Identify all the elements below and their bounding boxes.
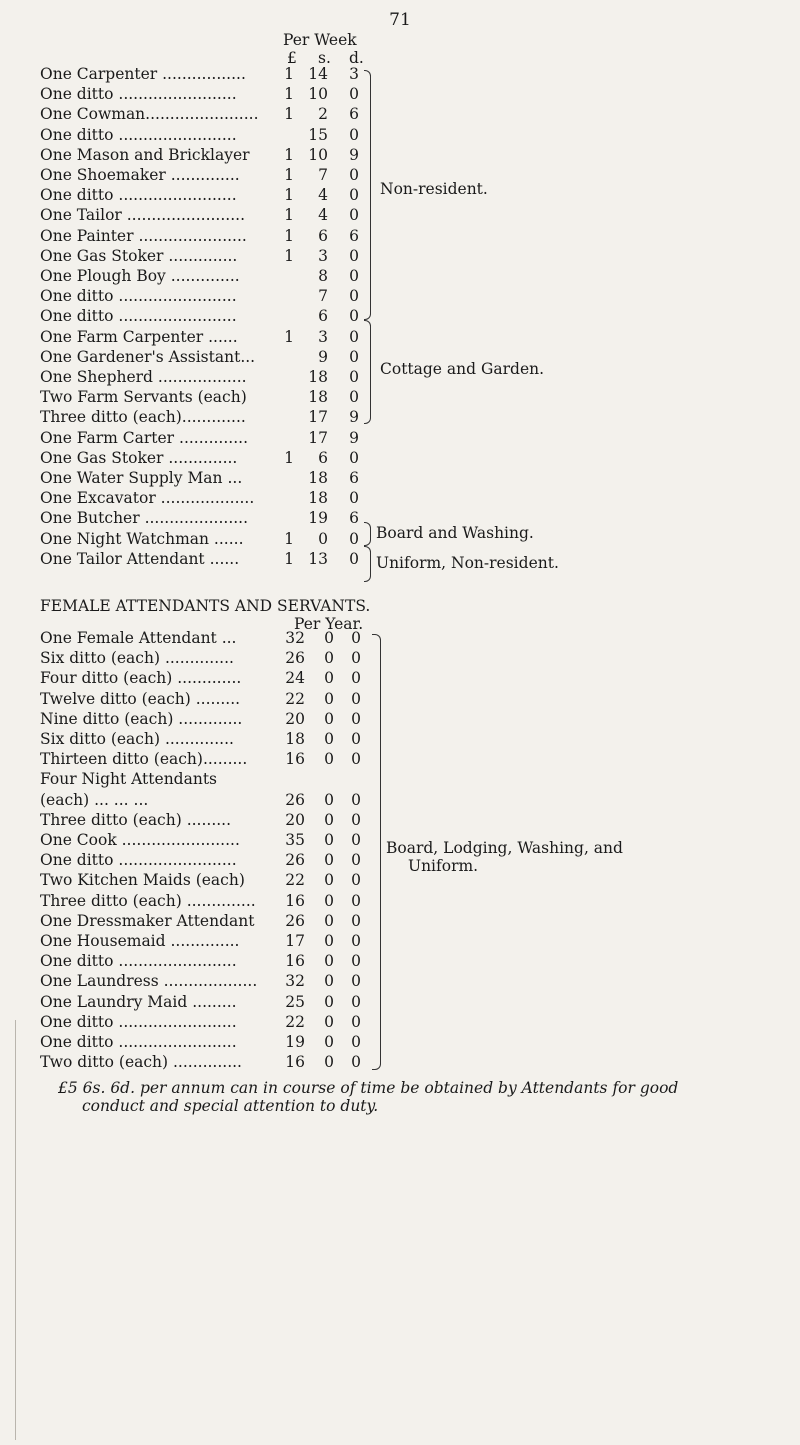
table-row	[0, 810, 800, 830]
pence-value: 0	[349, 125, 359, 144]
table-row	[0, 911, 800, 931]
shillings-value: 6	[318, 307, 328, 326]
pence-value: 0	[349, 529, 359, 548]
table-row	[0, 951, 800, 971]
shillings-value: 0	[318, 529, 328, 548]
shillings-value: 0	[324, 932, 334, 950]
pence-value: 0	[349, 327, 359, 346]
pence-value: 0	[349, 186, 359, 205]
pence-value: 0	[349, 267, 359, 285]
row-label: One Shoemaker ..............	[40, 166, 240, 184]
pounds-value: 1	[284, 226, 294, 245]
table-row	[0, 306, 800, 326]
header-pence: d.	[349, 49, 364, 67]
table-row	[0, 266, 800, 286]
table-row	[0, 709, 800, 729]
pounds-value: 1	[284, 166, 294, 184]
shillings-value: 10	[308, 145, 328, 164]
note-board-lodging: Board, Lodging, Washing, and	[386, 839, 623, 857]
table-row	[0, 246, 800, 266]
pence-value: 0	[349, 287, 359, 306]
shillings-value: 0	[324, 871, 334, 890]
pounds-value: 26	[285, 790, 305, 809]
table-row	[0, 769, 800, 789]
row-label: Two Farm Servants (each)	[40, 388, 247, 407]
row-label: One Shepherd ..................	[40, 368, 247, 386]
table-row	[0, 1032, 800, 1052]
pounds-value: 1	[284, 85, 294, 104]
shillings-value: 18	[308, 388, 328, 407]
row-label: One Female Attendant ...	[40, 629, 237, 647]
page-number: 71	[389, 10, 411, 30]
shillings-value: 0	[324, 891, 334, 910]
row-label: One Plough Boy ..............	[40, 267, 240, 285]
pence-value: 0	[349, 307, 359, 326]
row-label: One Housemaid ..............	[40, 932, 240, 950]
table-row	[0, 891, 800, 911]
pence-value: 0	[351, 669, 361, 688]
shillings-value: 0	[324, 790, 334, 809]
table-row	[0, 64, 800, 84]
row-label: Three ditto (each).............	[40, 408, 246, 427]
shillings-value: 0	[324, 730, 334, 748]
pence-value: 0	[351, 831, 361, 849]
pounds-value: 22	[285, 689, 305, 708]
pence-value: 0	[351, 911, 361, 930]
row-label: One Excavator ...................	[40, 489, 255, 508]
pence-value: 0	[349, 347, 359, 366]
row-label: (each) ... ... ...	[40, 790, 149, 809]
row-label: Three ditto (each) .........	[40, 810, 232, 829]
pounds-value: 26	[285, 851, 305, 870]
pence-value: 0	[351, 1033, 361, 1051]
shillings-value: 4	[318, 186, 328, 205]
pence-value: 0	[351, 972, 361, 991]
row-label: Six ditto (each) ..............	[40, 730, 234, 748]
row-label: One ditto ........................	[40, 186, 237, 205]
pounds-value: 19	[285, 1033, 305, 1051]
pence-value: 6	[349, 469, 359, 487]
table-row	[0, 689, 800, 709]
row-label: One Mason and Bricklayer	[40, 145, 250, 164]
pounds-value: 1	[284, 145, 294, 164]
shillings-value: 14	[308, 65, 328, 83]
pence-value: 9	[349, 428, 359, 447]
pence-value: 0	[349, 246, 359, 265]
shillings-value: 0	[324, 992, 334, 1011]
shillings-value: 8	[318, 267, 328, 285]
footnote-line-2: conduct and special attention to duty.	[82, 1097, 379, 1115]
row-label: One Painter ......................	[40, 226, 247, 245]
table-row	[0, 468, 800, 488]
pence-value: 0	[351, 891, 361, 910]
table-row	[0, 648, 800, 668]
shillings-value: 0	[324, 952, 334, 971]
shillings-value: 6	[318, 448, 328, 467]
row-label: One Tailor ........................	[40, 206, 245, 225]
shillings-value: 0	[324, 629, 334, 647]
pounds-value: 16	[285, 891, 305, 910]
table-row	[0, 729, 800, 749]
row-label: Thirteen ditto (each).........	[40, 750, 248, 769]
row-label: One Laundress ...................	[40, 972, 258, 991]
female-period-heading: Per Year.	[294, 615, 364, 633]
pence-value: 0	[351, 790, 361, 809]
table-row	[0, 931, 800, 951]
pounds-value: 1	[284, 246, 294, 265]
pence-value: 0	[351, 730, 361, 748]
shillings-value: 18	[308, 368, 328, 386]
male-period-heading: Per Week	[283, 31, 357, 49]
pounds-value: 16	[285, 750, 305, 769]
pounds-value: 1	[284, 529, 294, 548]
footnote-line-1: £5 6s. 6d. per annum can in course of time be obtained by Attendants for good	[58, 1079, 679, 1097]
table-row	[0, 226, 800, 246]
row-label: One Night Watchman ......	[40, 529, 244, 548]
pounds-value: 25	[285, 992, 305, 1011]
table-row	[0, 448, 800, 468]
pounds-value: 20	[285, 810, 305, 829]
pounds-value: 1	[284, 327, 294, 346]
table-row	[0, 870, 800, 890]
pence-value: 0	[349, 368, 359, 386]
table-row	[0, 628, 800, 648]
shillings-value: 0	[324, 709, 334, 728]
shillings-value: 17	[308, 428, 328, 447]
brace-cottage	[364, 320, 371, 424]
pence-value: 0	[349, 489, 359, 508]
shillings-value: 18	[308, 469, 328, 487]
shillings-value: 4	[318, 206, 328, 225]
pence-value: 0	[351, 932, 361, 950]
shillings-value: 0	[324, 851, 334, 870]
pence-value: 0	[351, 750, 361, 769]
pounds-value: 20	[285, 709, 305, 728]
row-label: Six ditto (each) ..............	[40, 649, 234, 668]
table-row	[0, 145, 800, 165]
row-label: One Water Supply Man ...	[40, 469, 243, 487]
pence-value: 0	[351, 871, 361, 890]
row-label: One ditto ........................	[40, 851, 237, 870]
pounds-value: 1	[284, 206, 294, 225]
row-label: Two Kitchen Maids (each)	[40, 871, 245, 890]
note-board-washing: Board and Washing.	[376, 524, 534, 542]
shillings-value: 0	[324, 972, 334, 991]
row-label: Twelve ditto (each) .........	[40, 689, 241, 708]
pence-value: 0	[349, 448, 359, 467]
table-row	[0, 428, 800, 448]
shillings-value: 19	[308, 509, 328, 528]
header-shillings: s.	[318, 49, 331, 67]
pounds-value: 1	[284, 65, 294, 83]
pounds-value: 32	[285, 629, 305, 647]
table-row	[0, 286, 800, 306]
header-pounds: £	[287, 49, 297, 67]
row-label: One Carpenter .................	[40, 65, 246, 83]
shillings-value: 13	[308, 549, 328, 568]
brace-non-resident	[364, 70, 371, 320]
row-label: Nine ditto (each) .............	[40, 709, 243, 728]
shillings-value: 0	[324, 649, 334, 668]
female-section-heading: FEMALE ATTENDANTS AND SERVANTS.	[40, 597, 371, 615]
pounds-value: 16	[285, 952, 305, 971]
table-row	[0, 205, 800, 225]
shillings-value: 0	[324, 1012, 334, 1031]
row-label: Three ditto (each) ..............	[40, 891, 256, 910]
shillings-value: 3	[318, 246, 328, 265]
table-row	[0, 407, 800, 427]
pence-value: 6	[349, 105, 359, 124]
table-row	[0, 1012, 800, 1032]
note-uniform: Uniform.	[408, 857, 479, 875]
shillings-value: 0	[324, 669, 334, 688]
shillings-value: 0	[324, 1053, 334, 1072]
shillings-value: 0	[324, 1033, 334, 1051]
row-label: One ditto ........................	[40, 952, 237, 971]
shillings-value: 15	[308, 125, 328, 144]
pence-value: 0	[351, 851, 361, 870]
shillings-value: 17	[308, 408, 328, 427]
shillings-value: 2	[318, 105, 328, 124]
row-label: One ditto ........................	[40, 307, 237, 326]
row-label: One Gardener's Assistant...	[40, 347, 256, 366]
pence-value: 0	[349, 166, 359, 184]
pence-value: 0	[351, 649, 361, 668]
row-label: One Cook ........................	[40, 831, 240, 849]
shillings-value: 3	[318, 327, 328, 346]
row-label: One Laundry Maid .........	[40, 992, 237, 1011]
pounds-value: 1	[284, 105, 294, 124]
shillings-value: 10	[308, 85, 328, 104]
table-row	[0, 749, 800, 769]
pence-value: 0	[351, 810, 361, 829]
row-label: One ditto ........................	[40, 287, 237, 306]
pence-value: 0	[351, 629, 361, 647]
pounds-value: 1	[284, 448, 294, 467]
table-row	[0, 992, 800, 1012]
row-label: One Farm Carter ..............	[40, 428, 248, 447]
shillings-value: 18	[308, 489, 328, 508]
row-label: Two ditto (each) ..............	[40, 1053, 242, 1072]
brace-board	[364, 522, 371, 546]
pence-value: 0	[351, 1053, 361, 1072]
pence-value: 3	[349, 65, 359, 83]
row-label: One ditto ........................	[40, 1033, 237, 1051]
table-row	[0, 104, 800, 124]
pence-value: 0	[351, 689, 361, 708]
pounds-value: 17	[285, 932, 305, 950]
table-row	[0, 84, 800, 104]
pounds-value: 18	[285, 730, 305, 748]
pounds-value: 16	[285, 1053, 305, 1072]
shillings-value: 7	[318, 166, 328, 184]
table-row	[0, 387, 800, 407]
row-label: Four Night Attendants	[40, 770, 218, 789]
pounds-value: 1	[284, 186, 294, 205]
brace-board-lodging	[372, 634, 381, 1070]
row-label: One Gas Stoker ..............	[40, 246, 238, 265]
shillings-value: 0	[324, 810, 334, 829]
pence-value: 0	[351, 1012, 361, 1031]
table-row	[0, 668, 800, 688]
row-label: Four ditto (each) .............	[40, 669, 242, 688]
shillings-value: 0	[324, 689, 334, 708]
pounds-value: 26	[285, 911, 305, 930]
row-label: One ditto ........................	[40, 85, 237, 104]
pence-value: 0	[351, 709, 361, 728]
shillings-value: 0	[324, 831, 334, 849]
row-label: One Butcher .....................	[40, 509, 249, 528]
pounds-value: 32	[285, 972, 305, 991]
table-row	[0, 125, 800, 145]
pence-value: 0	[351, 992, 361, 1011]
pounds-value: 35	[285, 831, 305, 849]
brace-uniform	[364, 546, 371, 582]
table-row	[0, 1052, 800, 1072]
shillings-value: 0	[324, 750, 334, 769]
pence-value: 9	[349, 145, 359, 164]
table-row	[0, 790, 800, 810]
pounds-value: 1	[284, 549, 294, 568]
row-label: One Gas Stoker ..............	[40, 448, 238, 467]
pence-value: 6	[349, 226, 359, 245]
table-row	[0, 327, 800, 347]
row-label: One Tailor Attendant ......	[40, 549, 240, 568]
pence-value: 0	[349, 85, 359, 104]
row-label: One Dressmaker Attendant	[40, 911, 255, 930]
shillings-value: 7	[318, 287, 328, 306]
pence-value: 0	[349, 388, 359, 407]
table-row	[0, 488, 800, 508]
table-row	[0, 971, 800, 991]
shillings-value: 6	[318, 226, 328, 245]
row-label: One ditto ........................	[40, 1012, 237, 1031]
pence-value: 6	[349, 509, 359, 528]
note-cottage-garden: Cottage and Garden.	[380, 360, 545, 378]
note-non-resident: Non-resident.	[380, 180, 488, 198]
scan-edge-line	[15, 1020, 16, 1440]
pounds-value: 22	[285, 1012, 305, 1031]
pence-value: 0	[349, 549, 359, 568]
pence-value: 0	[349, 206, 359, 225]
pence-value: 9	[349, 408, 359, 427]
shillings-value: 0	[324, 911, 334, 930]
pounds-value: 22	[285, 871, 305, 890]
row-label: One Cowman.......................	[40, 105, 259, 124]
shillings-value: 9	[318, 347, 328, 366]
note-uniform-non-resident: Uniform, Non-resident.	[376, 554, 559, 572]
row-label: One ditto ........................	[40, 125, 237, 144]
row-label: One Farm Carpenter ......	[40, 327, 238, 346]
pounds-value: 26	[285, 649, 305, 668]
pounds-value: 24	[285, 669, 305, 688]
pence-value: 0	[351, 952, 361, 971]
